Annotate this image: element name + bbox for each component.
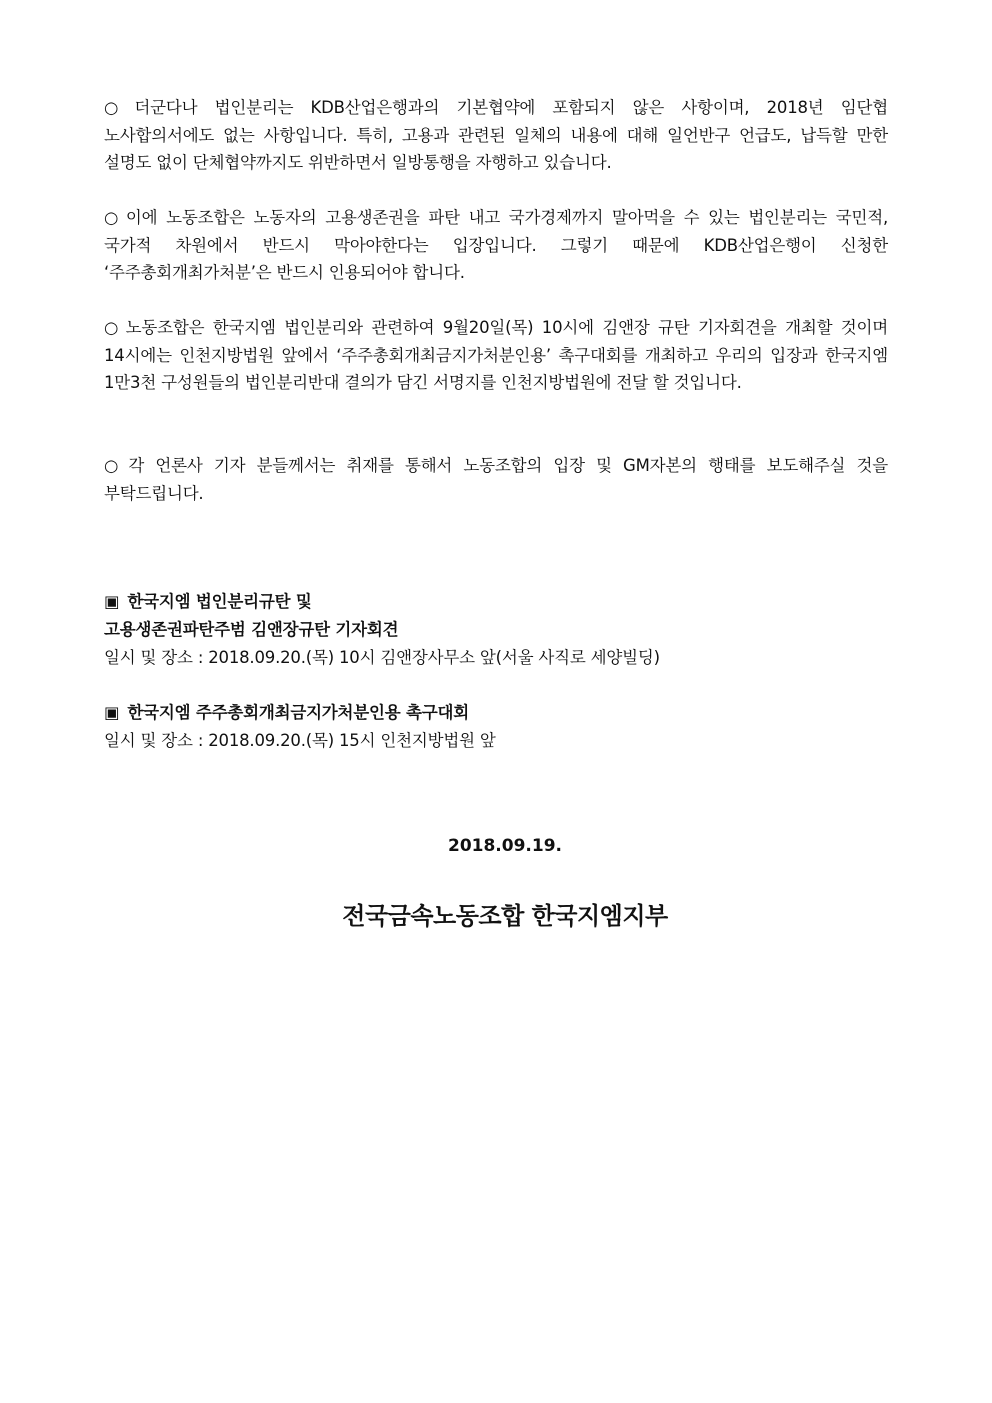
square-bullet-icon: ▣: [104, 592, 120, 611]
paragraph-legal-violation: [104, 94, 888, 177]
paragraph-text: 더군다나 법인분리는 KDB산업은행과의 기본협약에 포함되지 않은 사항이며, 2018년 임단협 노사합의서에도 없는 사항입니다. 특히, 고용과 관련된 일체의 내용에 대해 일언반구 언급도, 납득할 만한 설명도 없이 단체협약까지도 위반하면서 일방통행을 자행하고 있습니다.: [104, 98, 888, 172]
circle-bullet-icon: ○: [104, 208, 122, 227]
paragraph-text: 각 언론사 기자 분들께서는 취재를 통해서 노동조합의 입장 및 GM자본의 행태를 보도해주실 것을 부탁드립니다.: [104, 456, 888, 503]
paragraph-event-plan: [104, 314, 888, 397]
event-title: [104, 588, 888, 616]
paragraph-press-request: [104, 452, 888, 507]
circle-bullet-icon: ○: [104, 98, 131, 117]
event-title: [104, 699, 888, 727]
circle-bullet-icon: ○: [104, 456, 125, 475]
document-date: 2018.09.19.: [447, 836, 562, 856]
paragraph-text: 이에 노동조합은 노동자의 고용생존권을 파탄 내고 국가경제까지 말아먹을 수 있는 법인분리는 국민적, 국가적 차원에서 반드시 막아야한다는 입장입니다. 그렇기 때문에 KDB산업은행이 신청한 ‘주주총회개최가처분’은 반드시 인용되어야 합니다.: [104, 208, 889, 282]
event-title-line1: 한국지엠 주주총회개최금지가처분인용 촉구대회: [127, 703, 469, 722]
organization-name: 전국금속노동조합 한국지엠지부: [342, 902, 668, 930]
event-title-line1: 한국지엠 법인분리규탄 및: [127, 592, 312, 611]
circle-bullet-icon: ○: [104, 318, 122, 337]
event-press-conference: [104, 588, 888, 672]
event-detail: 일시 및 장소 : 2018.09.20.(목) 15시 인천지방법원 앞: [104, 731, 496, 750]
paragraph-text: 노동조합은 한국지엠 법인분리와 관련하여 9월20일(목) 10시에 김앤장 규탄 기자회견을 개최할 것이며 14시에는 인천지방법원 앞에서 ‘주주총회개최금지가처분인용’ 촉구대회를 개최하고 우리의 입장과 한국지엠 1만3천 구성원들의 법인분리반대 결의가 담긴 서명지를 인천지방법원에 전달 할 것입니다.: [104, 318, 889, 392]
paragraph-union-position: [104, 204, 888, 287]
event-title-line2: 고용생존권파탄주범 김앤장규탄 기자회견: [104, 620, 399, 639]
event-rally: [104, 699, 888, 755]
square-bullet-icon: ▣: [104, 703, 120, 722]
event-detail: 일시 및 장소 : 2018.09.20.(목) 10시 김앤장사무소 앞(서울 사직로 세양빌딩): [104, 648, 660, 667]
